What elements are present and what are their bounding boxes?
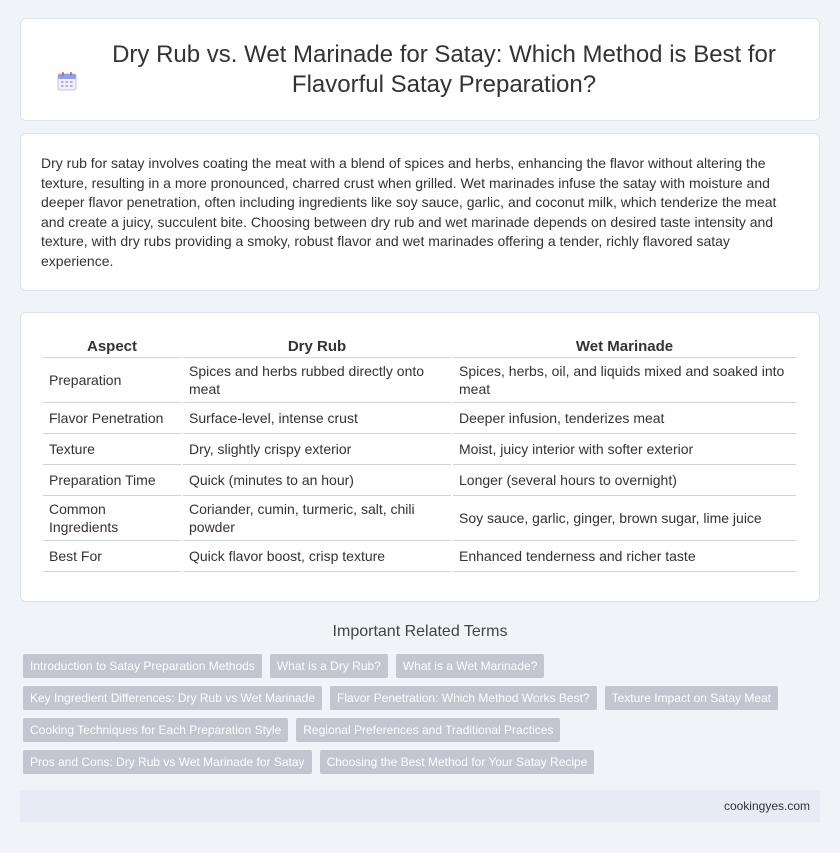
table-cell: Deeper infusion, tenderizes meat	[453, 403, 796, 434]
tag-link[interactable]: What is a Dry Rub?	[270, 654, 388, 678]
header-aspect: Aspect	[43, 331, 181, 358]
tag-link[interactable]: What is a Wet Marinade?	[396, 654, 545, 678]
footer-site[interactable]: cookingyes.com	[723, 799, 810, 813]
table-cell: Preparation	[43, 358, 181, 403]
related-terms-title: Important Related Terms	[332, 623, 508, 640]
tag-link[interactable]: Flavor Penetration: Which Method Works Best?	[330, 686, 597, 710]
tag-link[interactable]: Regional Preferences and Traditional Practices	[296, 718, 560, 742]
table-cell: Soy sauce, garlic, ginger, brown sugar, lime juice	[453, 496, 796, 541]
table-cell: Longer (several hours to overnight)	[453, 465, 796, 496]
table-row	[43, 496, 796, 541]
table-cell: Texture	[43, 434, 181, 465]
footer	[20, 790, 820, 822]
comparison-table	[41, 331, 798, 572]
table-cell: Dry, slightly crispy exterior	[183, 434, 451, 465]
title-card	[20, 18, 820, 121]
tag-row	[23, 686, 820, 710]
related-terms-section	[20, 622, 820, 782]
table-row	[43, 541, 796, 572]
table-cell: Spices, herbs, oil, and liquids mixed and soaked into meat	[453, 358, 796, 403]
table-cell: Quick (minutes to an hour)	[183, 465, 451, 496]
header-dry-rub: Dry Rub	[183, 331, 451, 358]
table-cell: Flavor Penetration	[43, 403, 181, 434]
intro-text: Dry rub for satay involves coating the meat with a blend of spices and herbs, enhancing the flavor without altering the texture, resulting in a more pronounced, charred crust when grilled. Wet marinades infuse the satay with moisture and deeper flavor penetration, often including ingredients like soy sauce, garlic, and coconut milk, which tenderize the meat and create a juicy, succulent bite. Choosing between dry rub and wet marinade depends on desired taste intensity and texture, with dry rubs providing a smoky, robust flavor and wet marinades offering a tender, richly flavored satay experience.	[41, 155, 777, 269]
table-cell: Enhanced tenderness and richer taste	[453, 541, 796, 572]
calendar-icon	[56, 70, 78, 92]
table-row	[43, 358, 796, 403]
table-row	[43, 465, 796, 496]
header-wet-marinade: Wet Marinade	[453, 331, 796, 358]
table-cell: Spices and herbs rubbed directly onto meat	[183, 358, 451, 403]
tag-link[interactable]: Cooking Techniques for Each Preparation Style	[23, 718, 288, 742]
table-cell: Preparation Time	[43, 465, 181, 496]
intro-card	[20, 133, 820, 291]
table-row	[43, 434, 796, 465]
related-tags	[20, 654, 820, 774]
tag-row	[23, 718, 820, 742]
tag-link[interactable]: Pros and Cons: Dry Rub vs Wet Marinade for Satay	[23, 750, 312, 774]
table-cell: Coriander, cumin, turmeric, salt, chili powder	[183, 496, 451, 541]
table-cell: Surface-level, intense crust	[183, 403, 451, 434]
tag-link[interactable]: Introduction to Satay Preparation Methods	[23, 654, 262, 678]
tag-row	[23, 750, 820, 774]
tag-link[interactable]: Texture Impact on Satay Meat	[605, 686, 778, 710]
table-cell: Common Ingredients	[43, 496, 181, 541]
comparison-card	[20, 312, 820, 602]
tag-row	[23, 654, 820, 678]
table-cell: Quick flavor boost, crisp texture	[183, 541, 451, 572]
table-cell: Moist, juicy interior with softer exterior	[453, 434, 796, 465]
table-row	[43, 403, 796, 434]
table-cell: Best For	[43, 541, 181, 572]
tag-link[interactable]: Choosing the Best Method for Your Satay Recipe	[320, 750, 595, 774]
tag-link[interactable]: Key Ingredient Differences: Dry Rub vs Wet Marinade	[23, 686, 322, 710]
table-header-row	[43, 331, 796, 358]
page-title: Dry Rub vs. Wet Marinade for Satay: Which Method is Best for Flavorful Satay Preparation?	[112, 40, 776, 98]
